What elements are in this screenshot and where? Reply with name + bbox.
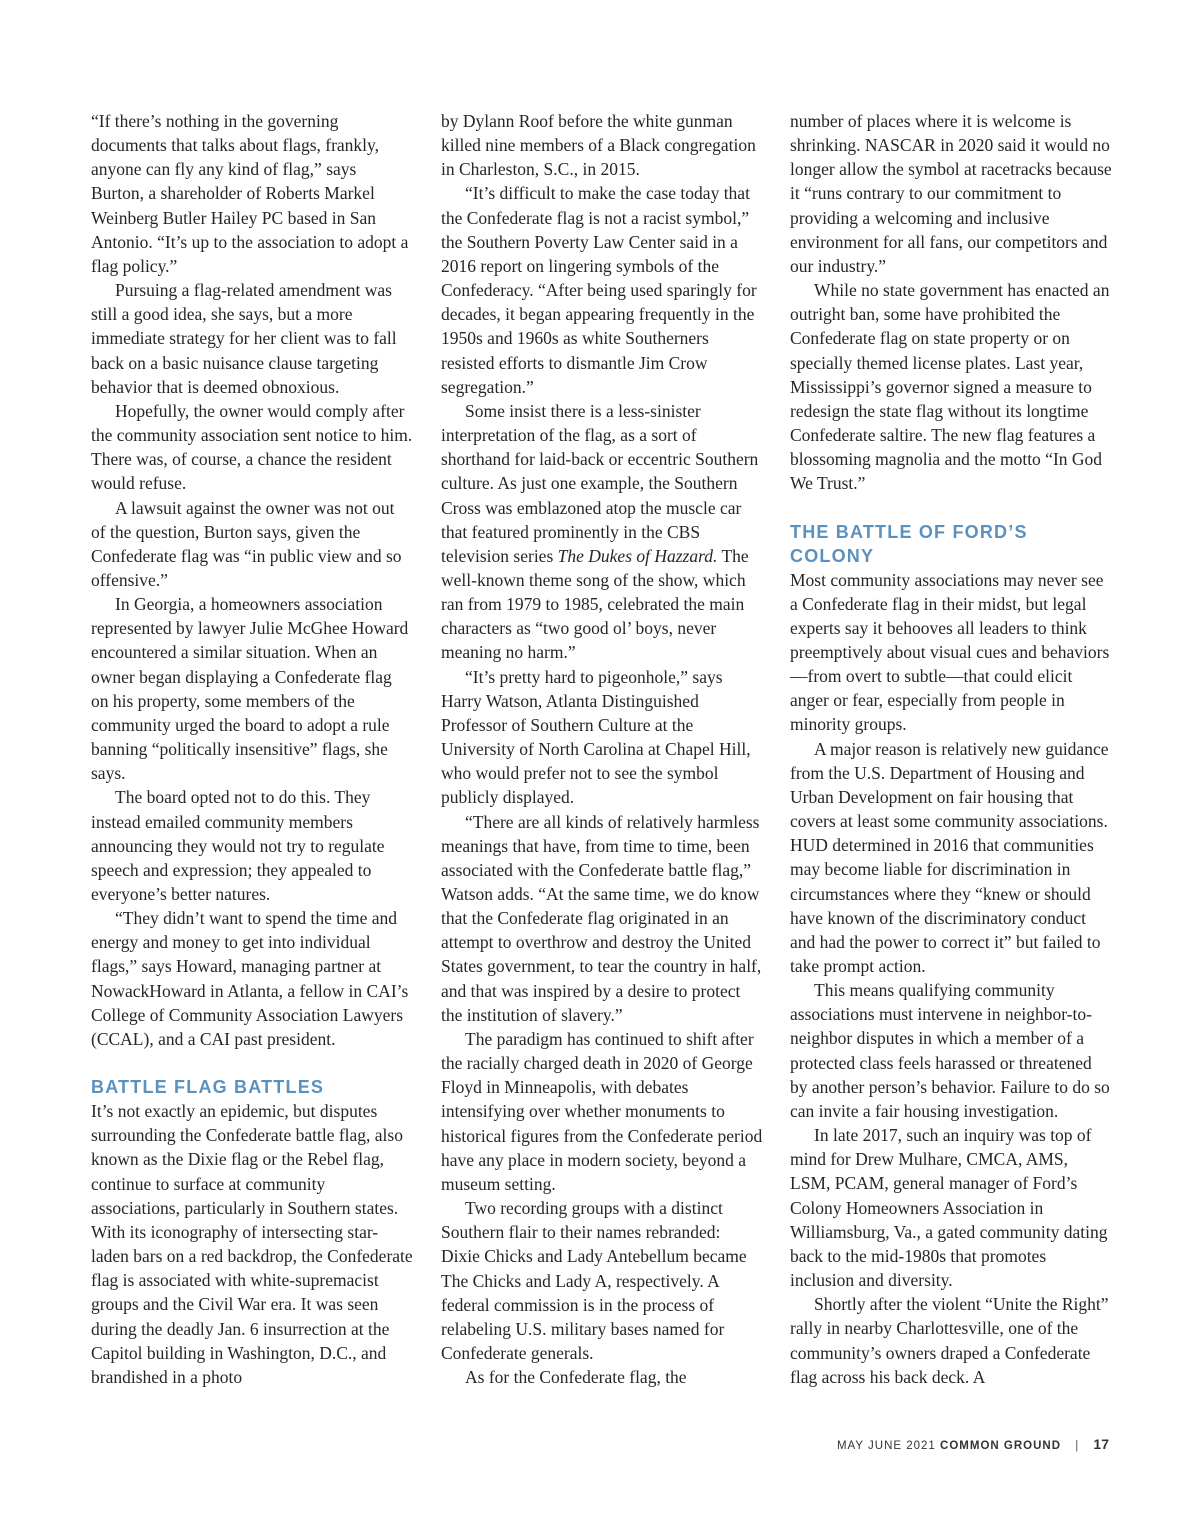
article-column-2 [441,109,763,1389]
paragraph: Most community associations may never see a Confederate flag in their midst, but legal experts say it behooves all leaders to think preemptively about visual cues and behaviors—from overt to subtle—that could elicit anger or fear, especially from people in minority groups. [790,569,1110,735]
paragraph: Hopefully, the owner would comply after the community association sent notice to him. There was, of course, a chance the resident would refuse. [91,400,413,494]
paragraph: The board opted not to do this. They instead emailed community members announcing they would not try to regulate speech and expression; they appealed to everyone’s better natures. [91,787,385,904]
page-number: 17 [1093,1436,1109,1452]
paragraph-text: Some insist there is a less-sinister interpretation of the flag, as a sort of shorthand for laid-back or eccentric Southern culture. As just one example, the Southern Cross was emblazoned atop the muscle car that featured prominently in the CBS television series [441,400,759,566]
paragraph: In Georgia, a homeowners association represented by lawyer Julie McGhee Howard encountered a similar situation. When an owner began displaying a Confederate flag on his property, some members of the community urged the board to adopt a rule banning “politically insensitive” flags, she says. [91,594,409,784]
article-column-3 [790,109,1112,1389]
footer-separator: | [1075,1440,1080,1452]
article-column-1 [91,109,413,1389]
section-heading: BATTLE FLAG BATTLES [91,1077,325,1098]
paragraph: number of places where it is welcome is shrinking. NASCAR in 2020 said it would no longer allow the symbol at racetracks because it “runs contrary to our commitment to providing a welcoming and inclusive environment for all fans, our competitors and our industry.” [790,111,1112,276]
paragraph: “If there’s nothing in the governing documents that talks about flags, frankly, anyone can fly any kind of flag,” says Burton, a shareholder of Roberts Markel Weinberg Butler Hailey PC based in San Antonio. “It’s up to the association to adopt a flag policy.” [91,111,409,276]
paragraph: A lawsuit against the owner was not out of the question, Burton says, given the Confederate flag was “in public view and so offensive.” [91,497,402,590]
paragraph: Two recording groups with a distinct Southern flair to their names rebranded: Dixie Chicks and Lady Antebellum became The Chicks and Lady A, respectively. A federal commission is in the process of relabeling U.S. military bases named for Confederate generals. [441,1198,747,1363]
paragraph: Shortly after the violent “Unite the Right” rally in nearby Charlottesville, one of the community’s owners draped a Confederate flag across his back deck. A [790,1294,1109,1387]
paragraph: “It’s difficult to make the case today that the Confederate flag is not a racist symbol,” the Southern Poverty Law Center said in a 2016 report on lingering symbols of the Confederacy. “After being used sparingly for decades, it began appearing frequently in the 1950s and 1960s as white Southerners resisted efforts to dismantle Jim Crow segregation.” [441,183,757,397]
paragraph-text: The well-known theme song of the show, which ran from 1979 to 1985, celebrated the main characters as “two good ol’ boys, never meaning no harm.” [441,545,749,663]
paragraph: “It’s pretty hard to pigeonhole,” says Harry Watson, Atlanta Distinguished Professor of Southern Culture at the University of North Carolina at Chapel Hill, who would prefer not to see the symbol publicly displayed. [441,666,751,808]
paragraph: In late 2017, such an inquiry was top of mind for Drew Mulhare, CMCA, AMS, LSM, PCAM, general manager of Ford’s Colony Homeowners Association in Williamsburg, Va., a gated community dating back to the mid-1980s that promotes inclusion and diversity. [790,1125,1108,1291]
paragraph: by Dylann Roof before the white gunman killed nine members of a Black congregation in Charleston, S.C., in 2015. [441,111,756,180]
issue-date: MAY JUNE 2021 [836,1440,936,1452]
paragraph: “There are all kinds of relatively harmless meanings that have, from time to time, been associated with the Confederate battle flag,” Watson adds. “At the same time, we do know that the Confederate flag originated in an attempt to overthrow and destroy the United States government, to tear the country in half, and that was inspired by a desire to protect the institution of slavery.” [441,811,762,1025]
paragraph: This means qualifying community associations must intervene in neighbor-to-neighbor disputes in which a member of a protected class feels harassed or threatened by another person’s behavior. Failure to do so can invite a fair housing investigation. [790,980,1110,1121]
section-heading: THE BATTLE OF FORD’S COLONY [790,521,1028,566]
paragraph: A major reason is relatively new guidance from the U.S. Department of Housing and Urban Development on fair housing that covers at least some community associations. HUD determined in 2016 that communities may become liable for discrimination in circumstances where they “knew or should have known of the discriminatory conduct and had the power to correct it” but failed to take prompt action. [790,738,1109,976]
magazine-name: COMMON GROUND [940,1440,1062,1452]
paragraph: Pursuing a flag-related amendment was still a good idea, she says, but a more immediate strategy for her client was to fall back on a basic nuisance clause targeting behavior that is deemed obnoxious. [91,280,397,397]
paragraph [441,399,763,665]
paragraph: “They didn’t want to spend the time and energy and money to get into individual flags,” says Howard, managing partner at NowackHoward in Atlanta, a fellow in CAI’s College of Community Association Lawyers (CCAL), and a CAI past president. [91,908,409,1049]
paragraph: As for the Confederate flag, the [465,1367,687,1388]
show-title: The Dukes of Hazzard. [557,545,718,566]
page-footer [837,1436,1109,1452]
paragraph: While no state government has enacted an outright ban, some have prohibited the Confederate flag on state property or on specially themed license plates. Last year, Mississippi’s governor signed a measure to redesign the state flag without its longtime Confederate saltire. The new flag features a blossoming magnolia and the motto “In God We Trust.” [790,280,1110,494]
paragraph: The paradigm has continued to shift after the racially charged death in 2020 of George Floyd in Minneapolis, with debates intensifying over whether monuments to historical figures from the Confederate period have any place in modern society, beyond a museum setting. [441,1028,763,1194]
paragraph: It’s not exactly an epidemic, but disputes surrounding the Confederate battle flag, also known as the Dixie flag or the Rebel flag, continue to surface at community associations, particularly in Southern states. With its iconography of intersecting star-laden bars on a red backdrop, the Confederate flag is associated with white-supremacist groups and the Civil War era. It was seen during the deadly Jan. 6 insurrection at the Capitol building in Washington, D.C., and brandished in a photo [91,1101,413,1387]
